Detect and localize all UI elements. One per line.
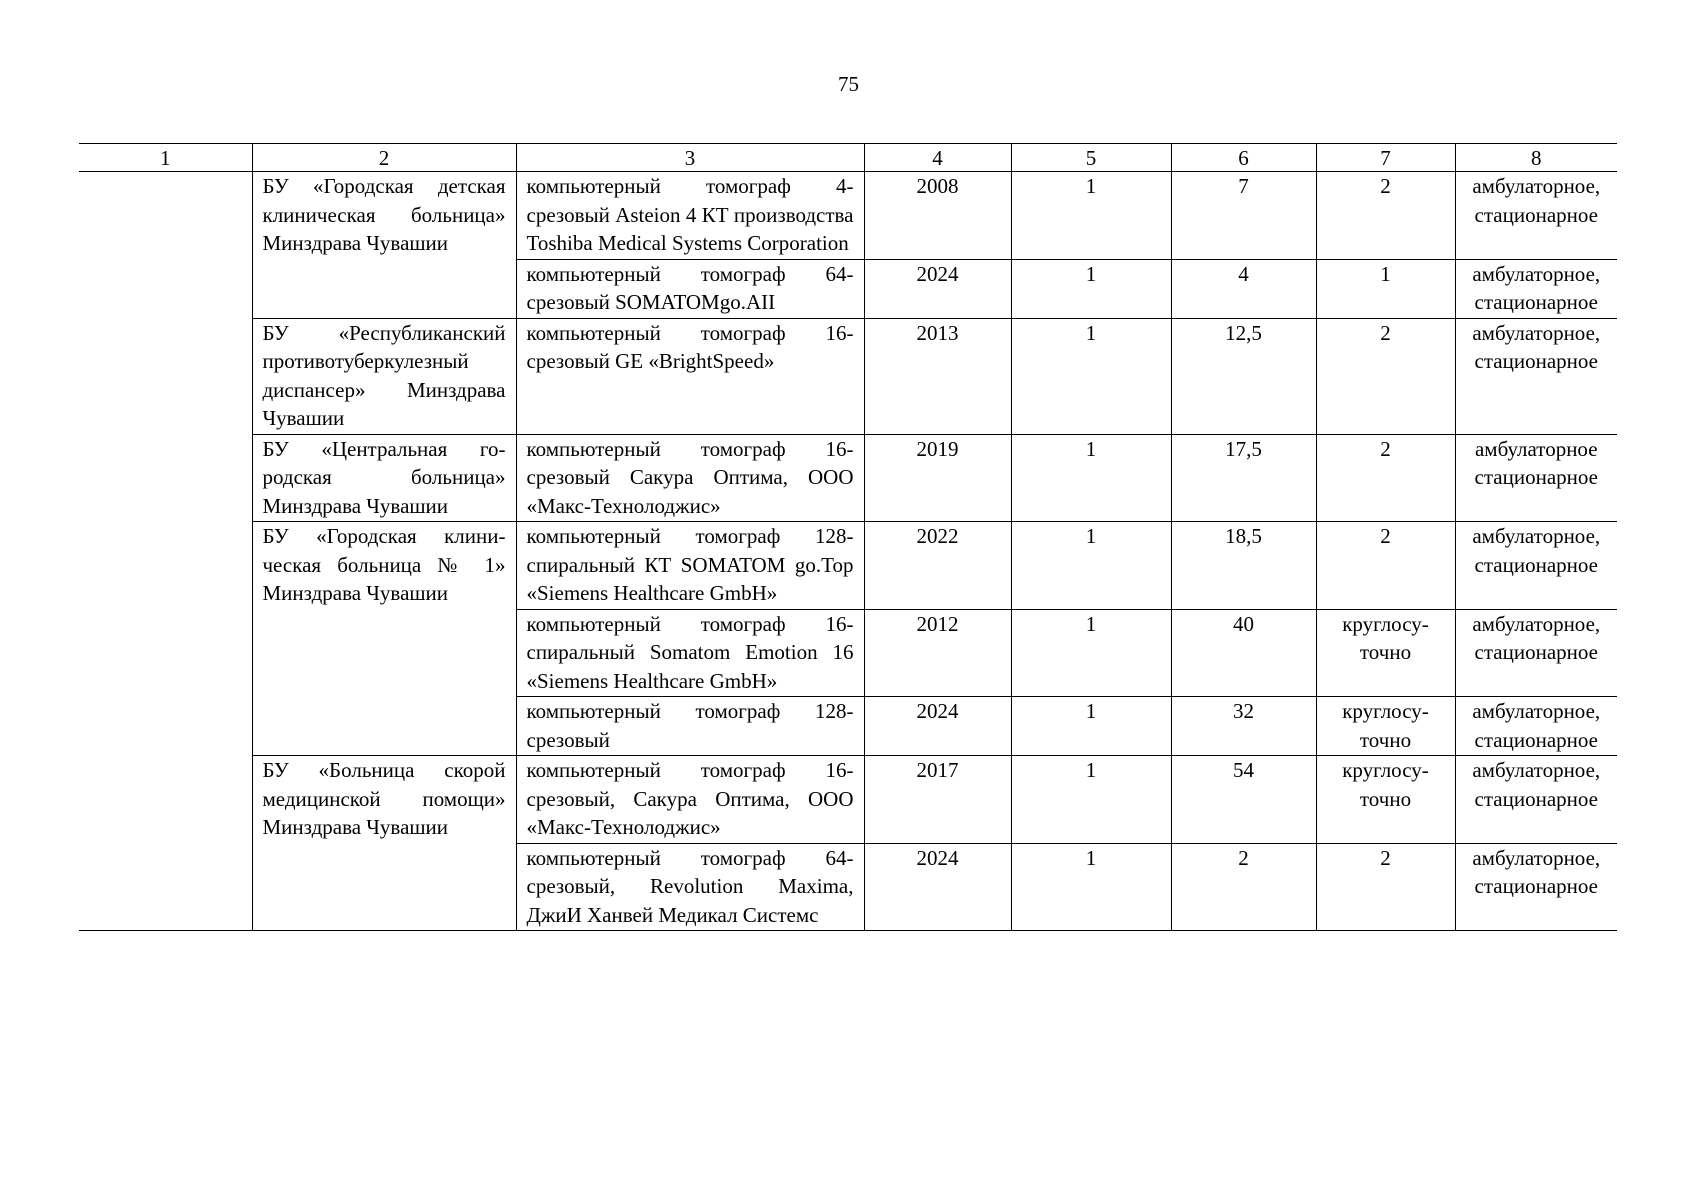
schedule-cell: 2 [1316, 434, 1455, 522]
care-mode-cell: амбулаторное, стационарное [1455, 843, 1617, 931]
schedule-cell: круглосуточно [1316, 756, 1455, 844]
institution-cell: БУ «Центральная городская больница» Минздрава Чувашии [252, 434, 516, 522]
quantity-cell: 1 [1011, 318, 1171, 434]
row-number-cell [79, 172, 252, 931]
care-mode-cell: амбулаторное стационарное [1455, 434, 1617, 522]
schedule-cell: 2 [1316, 522, 1455, 610]
quantity-cell: 1 [1011, 843, 1171, 931]
column-header: 5 [1011, 144, 1171, 172]
column-header: 4 [864, 144, 1011, 172]
page-number: 75 [838, 72, 859, 96]
device-cell: компьютерный томограф 64-срезовый, Revolution Maxima, ДжиИ Ханвей Медикал Системс [516, 843, 864, 931]
care-mode-cell: амбулаторное, стационарное [1455, 259, 1617, 318]
table-row [79, 756, 1617, 844]
device-cell: компьютерный томограф 64-срезовый SOMATOMgo.AII [516, 259, 864, 318]
year-cell: 2024 [864, 697, 1011, 756]
year-cell: 2008 [864, 172, 1011, 260]
care-mode-cell: амбулаторное, стационарное [1455, 172, 1617, 260]
value-cell: 12,5 [1171, 318, 1316, 434]
institution-cell: БУ «Республиканский противотуберкулезный диспансер» Минздрава Чувашии [252, 318, 516, 434]
care-mode-cell: амбулаторное, стационарное [1455, 318, 1617, 434]
care-mode-cell: амбулаторное, стационарное [1455, 609, 1617, 697]
column-header: 6 [1171, 144, 1316, 172]
device-cell: компьютерный томограф 4-срезовый Asteion 4 КТ производства Toshiba Medical Systems Corporation [516, 172, 864, 260]
care-mode-cell: амбулаторное, стационарное [1455, 756, 1617, 844]
column-header: 1 [79, 144, 252, 172]
table-row [79, 172, 1617, 260]
quantity-cell: 1 [1011, 434, 1171, 522]
device-cell: компьютерный томограф 128-срезовый [516, 697, 864, 756]
equipment-table [79, 143, 1617, 931]
value-cell: 40 [1171, 609, 1316, 697]
schedule-cell: 1 [1316, 259, 1455, 318]
table-row [79, 434, 1617, 522]
quantity-cell: 1 [1011, 609, 1171, 697]
value-cell: 17,5 [1171, 434, 1316, 522]
quantity-cell: 1 [1011, 172, 1171, 260]
device-cell: компьютерный томограф 128-спиральный КТ SOMATOM go.Top «Siemens Healthcare GmbH» [516, 522, 864, 610]
column-header: 3 [516, 144, 864, 172]
quantity-cell: 1 [1011, 522, 1171, 610]
year-cell: 2019 [864, 434, 1011, 522]
schedule-cell: круглосуточно [1316, 697, 1455, 756]
table-row [79, 522, 1617, 610]
year-cell: 2013 [864, 318, 1011, 434]
column-header: 8 [1455, 144, 1617, 172]
schedule-cell: круглосуточно [1316, 609, 1455, 697]
table-row [79, 318, 1617, 434]
device-cell: компьютерный томограф 16-срезовый Сакура Оптима, ООО «Макс-Технолоджис» [516, 434, 864, 522]
quantity-cell: 1 [1011, 756, 1171, 844]
column-header: 2 [252, 144, 516, 172]
schedule-cell: 2 [1316, 318, 1455, 434]
care-mode-cell: амбулаторное, стационарное [1455, 697, 1617, 756]
year-cell: 2024 [864, 843, 1011, 931]
institution-cell: БУ «Городская детская клиническая больница» Минздрава Чувашии [252, 172, 516, 319]
quantity-cell: 1 [1011, 697, 1171, 756]
institution-cell: БУ «Больница скорой медицинской помощи» Минздрава Чувашии [252, 756, 516, 931]
year-cell: 2024 [864, 259, 1011, 318]
column-number-row [79, 144, 1617, 172]
care-mode-cell: амбулаторное, стационарное [1455, 522, 1617, 610]
schedule-cell: 2 [1316, 843, 1455, 931]
schedule-cell: 2 [1316, 172, 1455, 260]
device-cell: компьютерный томограф 16-срезовый GE «BrightSpeed» [516, 318, 864, 434]
device-cell: компьютерный томограф 16-спиральный Somatom Emotion 16 «Siemens Healthcare GmbH» [516, 609, 864, 697]
value-cell: 32 [1171, 697, 1316, 756]
year-cell: 2012 [864, 609, 1011, 697]
value-cell: 54 [1171, 756, 1316, 844]
year-cell: 2017 [864, 756, 1011, 844]
column-header: 7 [1316, 144, 1455, 172]
institution-cell: БУ «Городская клиническая больница № 1» Минздрава Чувашии [252, 522, 516, 756]
value-cell: 18,5 [1171, 522, 1316, 610]
value-cell: 4 [1171, 259, 1316, 318]
value-cell: 2 [1171, 843, 1316, 931]
quantity-cell: 1 [1011, 259, 1171, 318]
device-cell: компьютерный томограф 16-срезовый, Сакура Оптима, ООО «Макс-Технолоджис» [516, 756, 864, 844]
year-cell: 2022 [864, 522, 1011, 610]
value-cell: 7 [1171, 172, 1316, 260]
